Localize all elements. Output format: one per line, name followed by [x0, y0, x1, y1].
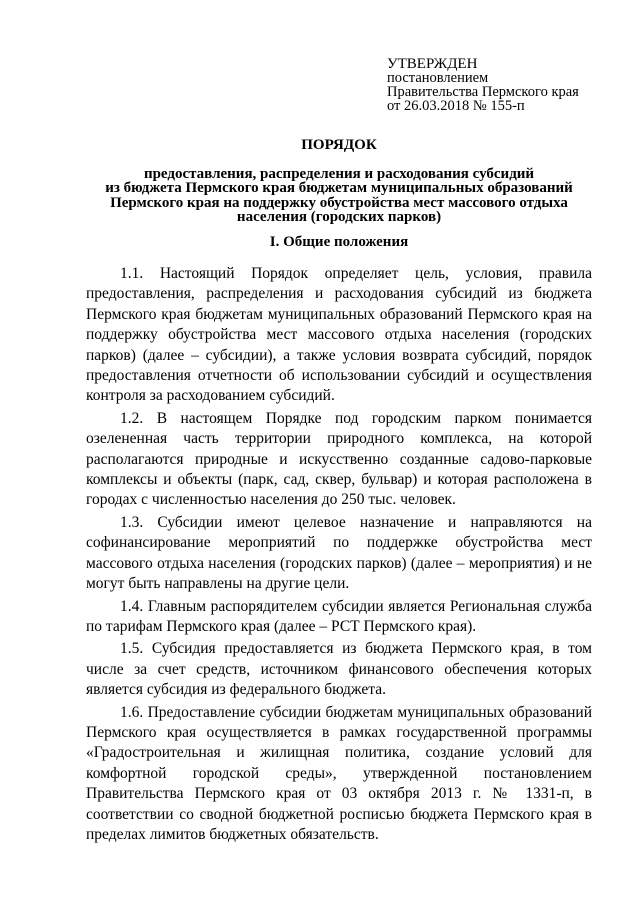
approval-line-1: постановлением: [387, 70, 489, 86]
document-title: [86, 138, 592, 225]
paragraph: 1.2. В настоящем Порядке под городским парком понимается озелененная часть территории природного комплекса, на которой располагаются природные и искусственно созданные садово-парковые комплексы и объекты (парк, сад, сквер, бульвар) и которая расположена в городах с численностью населения до 250 тыс. человек.: [86, 409, 592, 509]
subtitle-line: из бюджета Пермского края бюджетам муниципальных образований: [105, 180, 573, 196]
paragraph: 1.1. Настоящий Порядок определяет цель, условия, правила предоставления, распределения и расходования субсидий из бюджета Пермского края бюджетам муниципальных образований Пермского края на поддержку обустройства мест массового отдыха населения (городских парков) (далее – субсидии), а также условия возврата субсидий, порядок предоставления отчетности об использовании субсидий и осуществления контроля за расходованием субсидий.: [86, 265, 592, 405]
subtitle-line: Пермского края на поддержку обустройства мест массового отдыха: [110, 194, 568, 211]
subtitle-line: предоставления, распределения и расходования субсидий: [143, 165, 535, 182]
paragraph: 1.4. Главным распорядителем субсидии является Региональная служба по тарифам Пермского края (далее – РСТ Пермского края).: [86, 597, 592, 635]
paragraph: 1.6. Предоставление субсидии бюджетам муниципальных образований Пермского края осуществляется в рамках государственной программы «Градостроительная и жилищная политика, создание условий для комфортной городской среды», утвержденной постановлением Правительства Пермского края от 03 октября 2013 г. № 1331-п, в соответствии со сводной бюджетной росписью бюджета Пермского края в пределах лимитов бюджетных обязательств.: [86, 703, 592, 843]
subtitle-line: населения (городских парков): [236, 209, 442, 225]
approval-stamp: [387, 57, 579, 113]
approval-line-3: от 26.03.2018 № 155-п: [387, 98, 525, 114]
approval-word: УТВЕРЖДЕН: [387, 56, 478, 72]
title-subtitle: [86, 167, 592, 225]
section-title: I. Общие положения: [269, 234, 409, 250]
document-body: [86, 264, 592, 847]
paragraph: 1.5. Субсидия предоставляется из бюджета Пермского края, в том числе за счет средств, источником финансового обеспечения которых является субсидия из федерального бюджета.: [86, 640, 592, 699]
paragraph: 1.3. Субсидии имеют целевое назначение и направляются на софинансирование мероприятий по поддержке обустройства мест массового отдыха населения (городских парков) (далее – мероприятия) и не могут быть направлены на другие цели.: [86, 513, 592, 593]
title-heading: ПОРЯДОК: [301, 137, 377, 153]
approval-line-2: Правительства Пермского края: [387, 84, 579, 100]
